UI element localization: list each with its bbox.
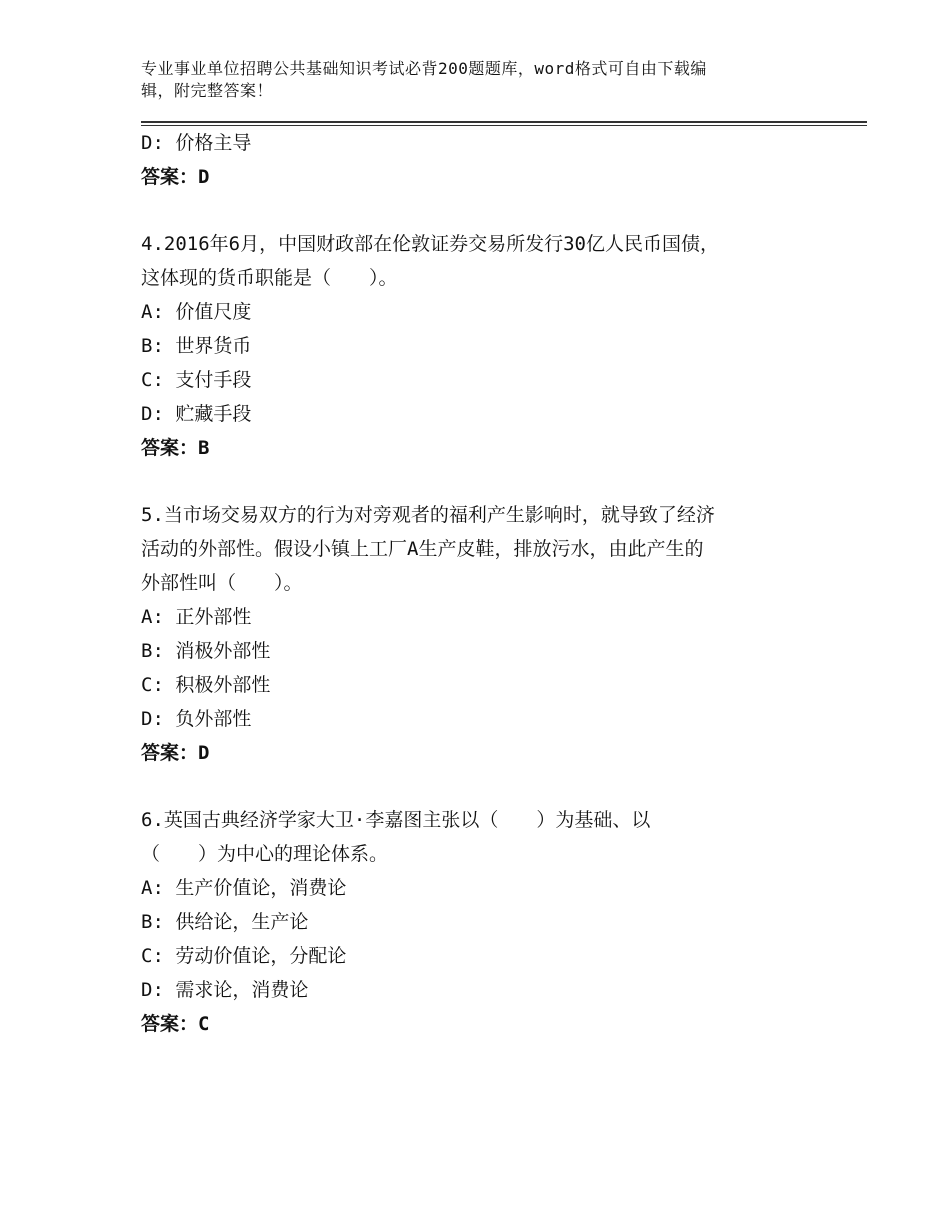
question-text-line: 6.英国古典经济学家大卫·李嘉图主张以（ ）为基础、以 [141, 809, 651, 831]
question-6 [141, 803, 821, 871]
question-text-line: 5.当市场交易双方的行为对旁观者的福利产生影响时，就导致了经济 [141, 504, 715, 526]
option-b: B: 消极外部性 [141, 640, 271, 662]
question-6-answer [141, 1007, 821, 1041]
question-4-answer [141, 431, 821, 465]
question-text-line: 4.2016年6月，中国财政部在伦敦证券交易所发行30亿人民币国债， [141, 233, 719, 255]
question-4 [141, 227, 821, 295]
answer-label: 答案： [141, 166, 199, 188]
answer-value: D [198, 742, 210, 764]
header-divider-thick [141, 121, 867, 123]
answer-value: D [198, 166, 210, 188]
question-5 [141, 498, 821, 600]
option-b: B: 供给论，生产论 [141, 911, 309, 933]
option-b: B: 世界货币 [141, 335, 252, 357]
page-header [141, 58, 801, 102]
option-a: A: 正外部性 [141, 606, 252, 628]
option-a: A: 价值尺度 [141, 301, 252, 323]
answer-value: C [198, 1013, 210, 1035]
option-d: D: 需求论，消费论 [141, 979, 309, 1001]
question-text-line: （ ）为中心的理论体系。 [141, 843, 389, 865]
option-a: A: 生产价值论，消费论 [141, 877, 347, 899]
option-d: D: 贮藏手段 [141, 403, 252, 425]
answer-value: B [198, 437, 210, 459]
answer-label: 答案： [141, 1013, 199, 1035]
option-c: C: 支付手段 [141, 369, 252, 391]
option-c: C: 积极外部性 [141, 674, 271, 696]
option-d: D: 负外部性 [141, 708, 252, 730]
answer-label: 答案： [141, 742, 199, 764]
option-c: C: 劳动价值论，分配论 [141, 945, 347, 967]
question-5-answer [141, 736, 821, 770]
previous-option-d: D: 价格主导 [141, 132, 252, 154]
previous-answer [141, 160, 821, 194]
question-text-line: 这体现的货币职能是（ ）。 [141, 267, 398, 289]
question-text-line: 活动的外部性。假设小镇上工厂A生产皮鞋，排放污水，由此产生的 [141, 538, 704, 560]
question-text-line: 外部性叫（ ）。 [141, 572, 303, 594]
header-line-2: 辑，附完整答案！ [141, 81, 274, 100]
header-line-1: 专业事业单位招聘公共基础知识考试必背200题题库，word格式可自由下载编 [141, 59, 707, 78]
question-list [141, 126, 821, 1041]
answer-label: 答案： [141, 437, 199, 459]
